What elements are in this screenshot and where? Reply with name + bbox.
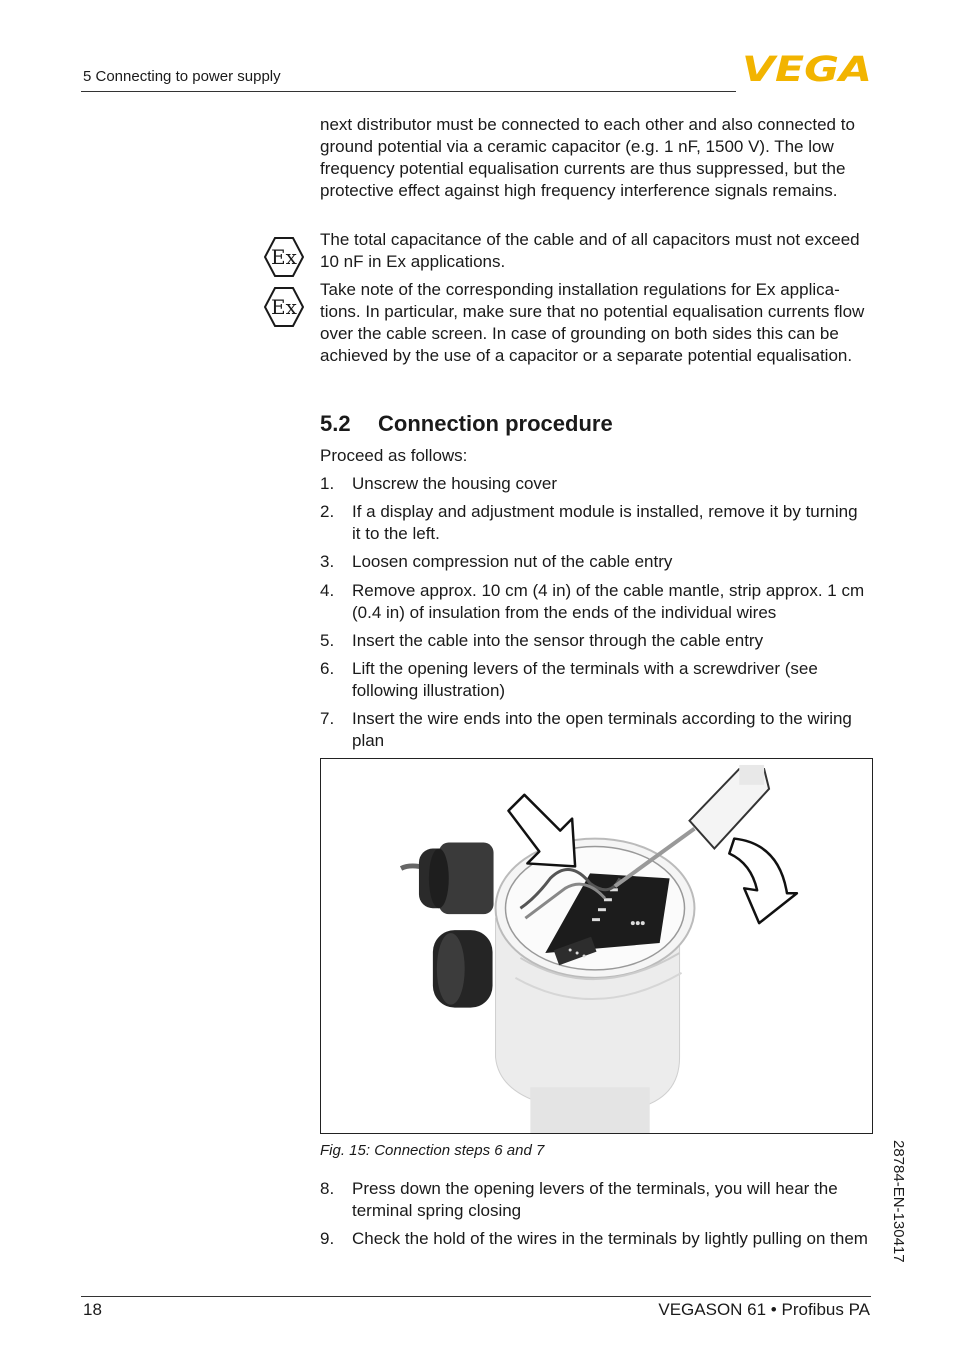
ex-icon xyxy=(264,287,304,327)
step-item: 5. Insert the cable into the sensor through the cable entry xyxy=(320,631,764,650)
figure-caption: Fig. 15: Connection steps 6 and 7 xyxy=(320,1142,545,1159)
screwdriver xyxy=(615,765,769,886)
section-heading xyxy=(320,411,613,437)
step-item: 1. Unscrew the housing cover xyxy=(320,474,558,493)
step-item: 7. Insert the wire ends into the open terminals according to the wiring plan xyxy=(320,709,852,750)
page-number: 18 xyxy=(83,1300,102,1319)
plug-connector xyxy=(433,930,493,1008)
rotate-arrow xyxy=(729,839,797,924)
step-item: 3. Loosen compression nut of the cable entry xyxy=(320,552,673,571)
step-item: 6. Lift the opening levers of the terminals with a screwdriver (see following illustration) xyxy=(320,659,818,700)
sensor-housing-illustration xyxy=(321,759,872,1133)
cable-gland xyxy=(419,843,494,915)
product-name: VEGASON 61 • Profibus PA xyxy=(658,1300,870,1319)
section-number: 5.2 xyxy=(320,411,351,436)
ex-note-2: Take note of the corresponding installation regulations for Ex applications. In particular, make sure that no potential equalisation currents flow over the cable screen. In case of grounding on both sides this can be achieved by the use of a capacitor or a separate potential equalisation. xyxy=(320,280,865,365)
procedure-lead: Proceed as follows: xyxy=(320,446,468,465)
footer-rule xyxy=(81,1296,871,1297)
ex-note-1: The total capacitance of the cable and of all capacitors must not exceed 10 nF in Ex applications. xyxy=(320,230,860,271)
ex-icon-label: Ex xyxy=(271,295,297,319)
logo-text: VEGA xyxy=(742,52,872,84)
document-code: 28784-EN-130417 xyxy=(890,1140,907,1263)
intro-paragraph: next distributor must be connected to each other and also connected to ground potential via a ceramic capacitor (e.g. 1 nF, 1500 V). The low frequency potential equalisation currents are thus suppressed, but the protective effect against high frequency interference signals remains. xyxy=(320,115,855,200)
ex-icon xyxy=(264,237,304,277)
header-section-title: 5 Connecting to power supply xyxy=(83,68,281,85)
figure-connection-illustration xyxy=(320,758,873,1134)
ex-icon-label: Ex xyxy=(271,245,297,269)
step-item: 9. Check the hold of the wires in the terminals by lightly pulling on them xyxy=(320,1229,868,1248)
vega-logo xyxy=(742,52,872,84)
insert-arrow xyxy=(508,795,575,867)
step-item: 2. If a display and adjustment module is installed, remove it by turning it to the left. xyxy=(320,502,858,543)
section-title: Connection procedure xyxy=(378,411,613,436)
header-rule xyxy=(81,91,736,92)
step-item: 4. Remove approx. 10 cm (4 in) of the cable mantle, strip approx. 1 cm (0.4 in) of insulation from the ends of the individual wires xyxy=(320,581,865,622)
step-item: 8. Press down the opening levers of the terminals, you will hear the terminal spring closing xyxy=(320,1179,838,1220)
